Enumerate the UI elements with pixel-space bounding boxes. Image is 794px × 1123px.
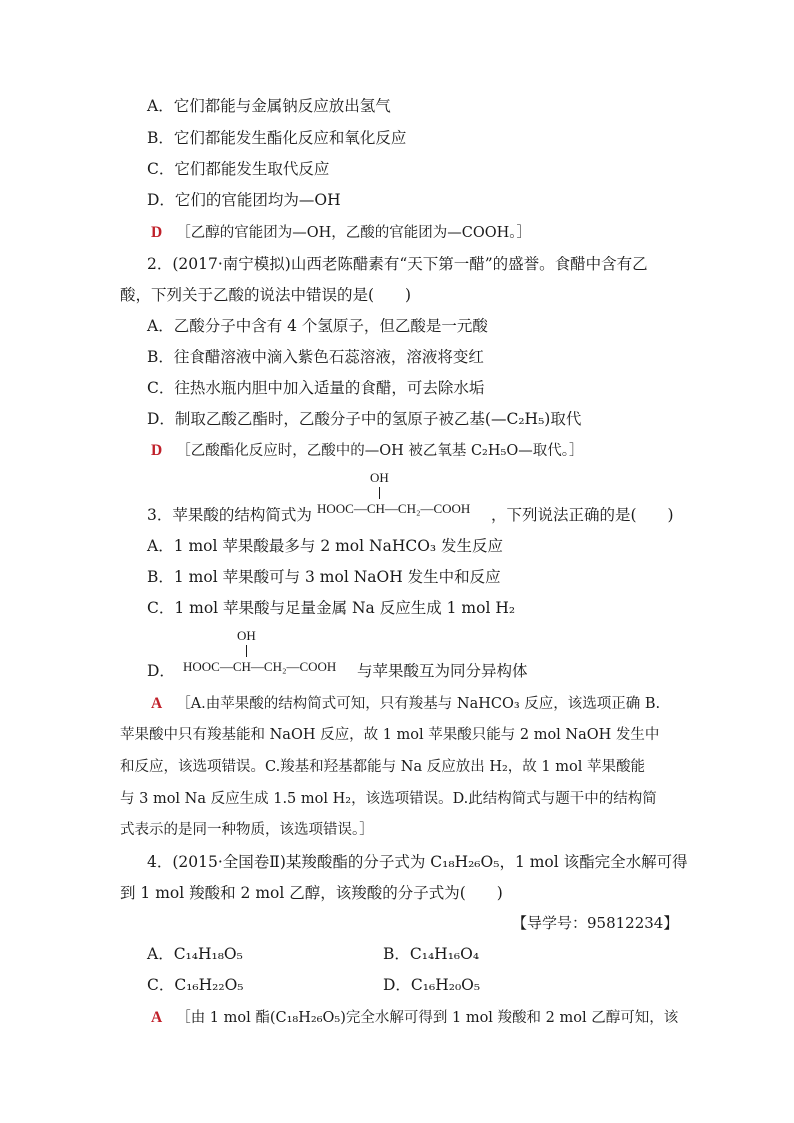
q3-option-d-prefix: D． (147, 662, 175, 680)
q3-stem-suffix: ，下列说法正确的是( ) (491, 506, 674, 524)
q4-stem-line1: 4．(2015·全国卷Ⅱ)某羧酸酯的分子式为 C₁₈H₂₆O₅，1 mol 该酯完全水解可得 (147, 853, 688, 871)
q4-answer: A (151, 1009, 163, 1026)
q2-option-d: D．制取乙酸乙酯时，乙酸分子中的氢原子被乙基(—C₂H₅)取代 (147, 410, 582, 428)
q1-option-c: C．它们都能发生取代反应 (147, 160, 330, 178)
q3-explanation-line1: ［A.由苹果酸的结构简式可知，只有羧基与 NaHCO₃ 反应，该选项正确 B. (176, 696, 661, 712)
q3-option-a: A．1 mol 苹果酸最多与 2 mol NaHCO₃ 发生反应 (147, 537, 504, 555)
q3-structure-bond (379, 487, 380, 499)
q2-explanation: ［乙酸酯化反应时，乙酸中的—OH 被乙氧基 C₂H₅O—取代。］ (176, 443, 584, 459)
q3-option-c: C．1 mol 苹果酸与足量金属 Na 反应生成 1 mol H₂ (147, 599, 516, 617)
q3-explanation-line4: 与 3 mol Na 反应生成 1.5 mol H₂，该选项错误。D.此结构简式与题干中的结构简 (120, 791, 657, 807)
q4-option-a: A．C₁₄H₁₈O₅ (147, 945, 243, 963)
q4-option-b: B．C₁₄H₁₆O₄ (383, 945, 480, 963)
q3-stem-prefix: 3．苹果酸的结构简式为 (147, 506, 312, 524)
q2-option-a: A．乙酸分子中含有 4 个氢原子，但乙酸是一元酸 (147, 317, 488, 335)
q3-explanation-line2: 苹果酸中只有羧基能和 NaOH 反应，故 1 mol 苹果酸只能与 2 mol NaOH 发生中 (120, 727, 660, 743)
q4-answer-row (151, 1007, 678, 1028)
q2-stem-line1: 2．(2017·南宁模拟)山西老陈醋素有“天下第一醋”的盛誉。食醋中含有乙 (147, 255, 648, 273)
q2-stem-line2: 酸，下列关于乙酸的说法中错误的是( ) (120, 286, 412, 304)
q3-explanation-line5: 式表示的是同一种物质，该选项错误。］ (120, 822, 374, 838)
q3-structure-formula (317, 470, 492, 520)
q3-structure-main: HOOC—CH—CH₂—COOH (317, 501, 471, 516)
q4-option-c: C．C₁₆H₂₂O₅ (147, 976, 244, 994)
q1-answer-row (151, 222, 531, 243)
q3-option-d-suffix: 与苹果酸互为同分异构体 (357, 662, 528, 680)
q2-answer: D (151, 442, 163, 459)
q1-answer: D (151, 224, 163, 241)
q3-answer: A (151, 695, 163, 712)
q4-explanation: ［由 1 mol 酯(C₁₈H₂₆O₅)完全水解可得到 1 mol 羧酸和 2 mol 乙醇可知，该 (176, 1010, 679, 1026)
q3-option-d-oh: OH (237, 628, 256, 643)
q2-answer-row (151, 440, 583, 461)
q4-option-d: D．C₁₆H₂₀O₅ (383, 976, 481, 994)
guide-number: 【导学号：95812234】 (512, 914, 679, 932)
q3-option-d-bond (246, 645, 247, 657)
q1-explanation: ［乙醇的官能团为—OH，乙酸的官能团为—COOH。］ (176, 225, 531, 241)
q3-structure-oh: OH (370, 470, 389, 485)
q1-option-d: D．它们的官能团均为—OH (147, 191, 341, 209)
q2-option-c: C．往热水瓶内胆中加入适量的食醋，可去除水垢 (147, 379, 485, 397)
q3-explanation-line3: 和反应，该选项错误。C.羧基和羟基都能与 Na 反应放出 H₂，故 1 mol 苹果酸能 (120, 759, 645, 775)
q3-option-d-main: HOOC—CH—CH₂—COOH (183, 659, 337, 674)
q3-option-b: B．1 mol 苹果酸可与 3 mol NaOH 发生中和反应 (147, 568, 501, 586)
q2-option-b: B．往食醋溶液中滴入紫色石蕊溶液，溶液将变红 (147, 348, 484, 366)
q4-stem-line2: 到 1 mol 羧酸和 2 mol 乙醇，该羧酸的分子式为( ) (120, 884, 503, 902)
q1-option-a: A．它们都能与金属钠反应放出氢气 (147, 97, 391, 115)
q3-option-d-structure (183, 628, 358, 678)
q1-option-b: B．它们都能发生酯化反应和氧化反应 (147, 129, 407, 147)
q3-answer-row (151, 693, 660, 714)
